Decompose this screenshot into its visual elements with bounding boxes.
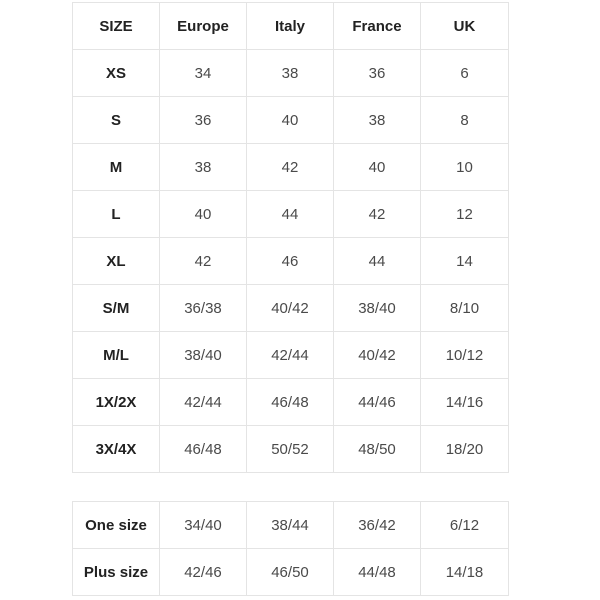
size-value-cell: 42/44 [247, 332, 334, 379]
size-label-cell: XL [73, 238, 160, 285]
size-value-cell: 8/10 [421, 285, 509, 332]
size-label-cell: M/L [73, 332, 160, 379]
size-value-cell: 14/16 [421, 379, 509, 426]
table-row [73, 379, 509, 426]
size-value-cell: 40/42 [247, 285, 334, 332]
size-value-cell: 44 [247, 191, 334, 238]
size-value-cell: 34 [160, 50, 247, 97]
header-size: SIZE [73, 3, 160, 50]
size-value-cell: 38 [247, 50, 334, 97]
size-value-cell: 40/42 [334, 332, 421, 379]
size-value-cell: 18/20 [421, 426, 509, 473]
size-label-cell: L [73, 191, 160, 238]
size-value-cell: 38 [334, 97, 421, 144]
size-value-cell: 14 [421, 238, 509, 285]
header-italy: Italy [247, 3, 334, 50]
size-label-cell: M [73, 144, 160, 191]
table-row [73, 144, 509, 191]
size-value-cell: 50/52 [247, 426, 334, 473]
header-europe: Europe [160, 3, 247, 50]
table-row [73, 50, 509, 97]
size-value-cell: 6/12 [421, 502, 509, 549]
size-chart-table [72, 2, 509, 473]
header-france: France [334, 3, 421, 50]
table-row [73, 549, 509, 596]
size-label-cell: One size [73, 502, 160, 549]
size-value-cell: 38/44 [247, 502, 334, 549]
size-value-cell: 36/38 [160, 285, 247, 332]
size-value-cell: 8 [421, 97, 509, 144]
size-value-cell: 42/46 [160, 549, 247, 596]
size-value-cell: 46 [247, 238, 334, 285]
size-value-cell: 38 [160, 144, 247, 191]
table-header-row [73, 3, 509, 50]
size-value-cell: 14/18 [421, 549, 509, 596]
size-value-cell: 34/40 [160, 502, 247, 549]
size-value-cell: 44/48 [334, 549, 421, 596]
table-row [73, 332, 509, 379]
size-value-cell: 10/12 [421, 332, 509, 379]
size-label-cell: S [73, 97, 160, 144]
size-value-cell: 42 [160, 238, 247, 285]
size-value-cell: 44/46 [334, 379, 421, 426]
size-value-cell: 44 [334, 238, 421, 285]
size-value-cell: 40 [334, 144, 421, 191]
size-value-cell: 42 [247, 144, 334, 191]
size-value-cell: 10 [421, 144, 509, 191]
size-value-cell: 42 [334, 191, 421, 238]
size-value-cell: 38/40 [334, 285, 421, 332]
size-value-cell: 36/42 [334, 502, 421, 549]
header-uk: UK [421, 3, 509, 50]
table-row [73, 502, 509, 549]
table-row [73, 426, 509, 473]
size-value-cell: 36 [160, 97, 247, 144]
size-label-cell: XS [73, 50, 160, 97]
size-label-cell: S/M [73, 285, 160, 332]
table-row [73, 97, 509, 144]
size-value-cell: 42/44 [160, 379, 247, 426]
size-value-cell: 46/48 [160, 426, 247, 473]
size-value-cell: 46/48 [247, 379, 334, 426]
size-value-cell: 48/50 [334, 426, 421, 473]
extra-size-table [72, 501, 509, 596]
size-value-cell: 6 [421, 50, 509, 97]
table-row [73, 191, 509, 238]
size-value-cell: 36 [334, 50, 421, 97]
size-label-cell: 1X/2X [73, 379, 160, 426]
table-row [73, 285, 509, 332]
size-value-cell: 40 [247, 97, 334, 144]
size-label-cell: 3X/4X [73, 426, 160, 473]
size-value-cell: 46/50 [247, 549, 334, 596]
table-row [73, 238, 509, 285]
size-value-cell: 12 [421, 191, 509, 238]
size-label-cell: Plus size [73, 549, 160, 596]
size-value-cell: 40 [160, 191, 247, 238]
size-value-cell: 38/40 [160, 332, 247, 379]
